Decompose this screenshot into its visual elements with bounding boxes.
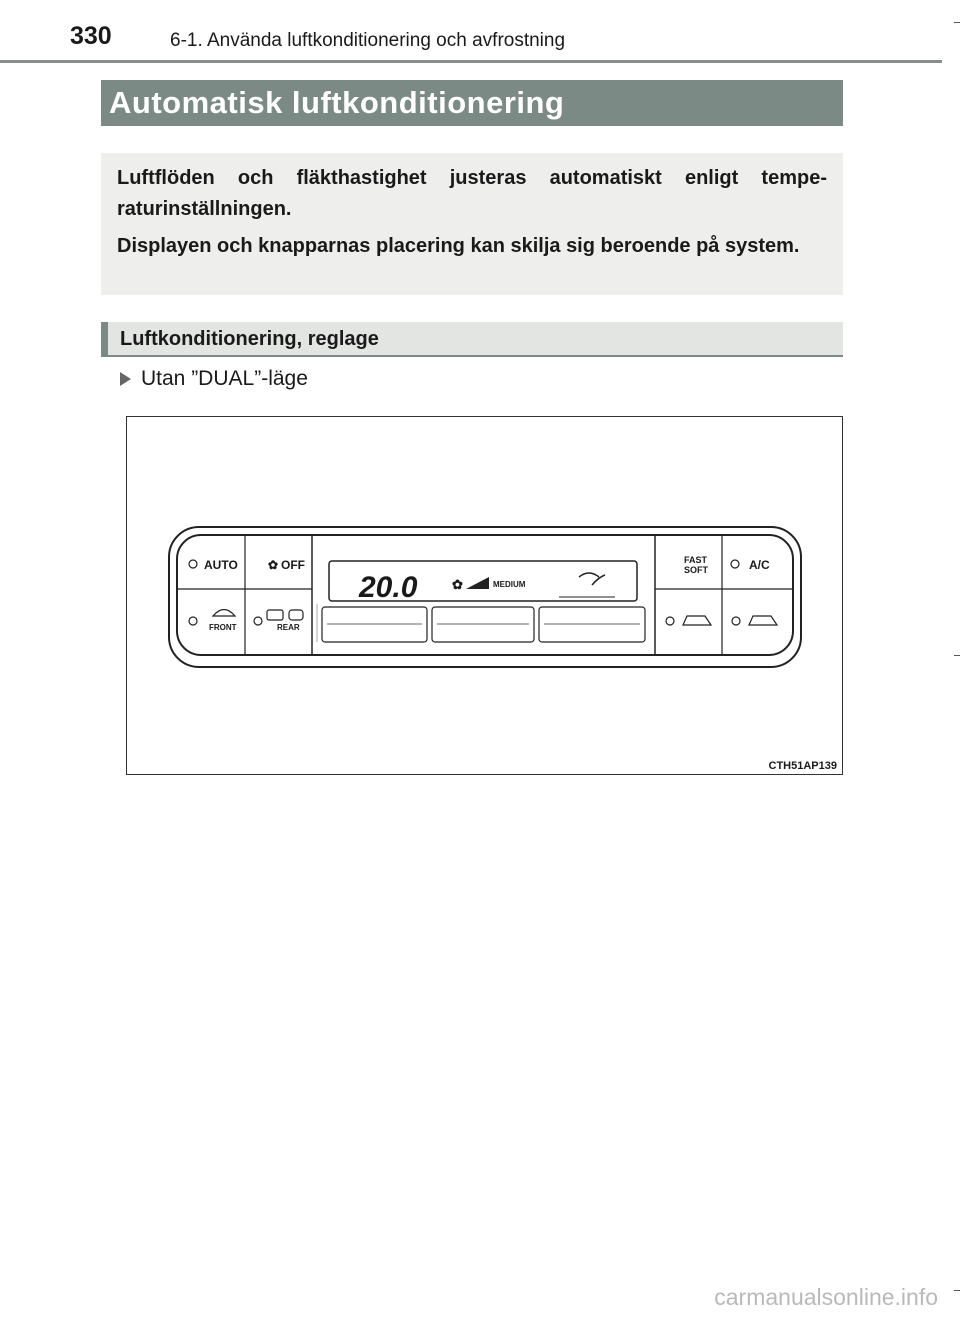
crop-mark — [954, 1290, 960, 1291]
control-panel-figure — [126, 416, 843, 775]
header-rule — [0, 60, 942, 63]
intro-box — [101, 153, 843, 295]
page-number: 330 — [70, 22, 112, 50]
subsection-title: Luftkonditionering, reglage — [101, 322, 843, 357]
crop-mark — [954, 655, 960, 656]
control-panel-illustration — [127, 417, 842, 774]
display-fan-mode: MEDIUM — [493, 580, 526, 589]
crop-mark — [954, 22, 960, 23]
display-temperature: 20.0 — [359, 571, 418, 604]
fan-icon: ✿ — [268, 558, 279, 572]
auto-label: AUTO — [204, 558, 238, 572]
bullet-item — [120, 367, 308, 391]
bullet-text: Utan ”DUAL”-läge — [141, 367, 308, 390]
intro-paragraph-1: Luftflöden och fläkthastighet justeras automatiskt enligt tempe-raturinställningen. — [117, 167, 827, 220]
fast-label: FAST — [684, 555, 708, 565]
watermark: carmanualsonline.info — [714, 1284, 938, 1310]
rear-label: REAR — [277, 623, 300, 632]
section-title: Automatisk luftkonditionering — [101, 80, 843, 126]
triangle-bullet-icon — [120, 372, 131, 386]
fast-soft-button[interactable] — [684, 555, 709, 575]
display-fan-icon: ✿ — [452, 577, 463, 592]
figure-code: CTH51AP139 — [768, 760, 837, 772]
chapter-title: 6-1. Använda luftkonditionering och avfrostning — [170, 30, 566, 51]
off-label: OFF — [281, 558, 305, 572]
front-label: FRONT — [209, 623, 237, 632]
ac-label: A/C — [749, 558, 770, 572]
fan-off-button[interactable] — [268, 558, 305, 572]
intro-paragraph-2: Displayen och knapparnas placering kan skilja sig beroende på system. — [117, 235, 800, 257]
soft-label: SOFT — [684, 565, 708, 575]
